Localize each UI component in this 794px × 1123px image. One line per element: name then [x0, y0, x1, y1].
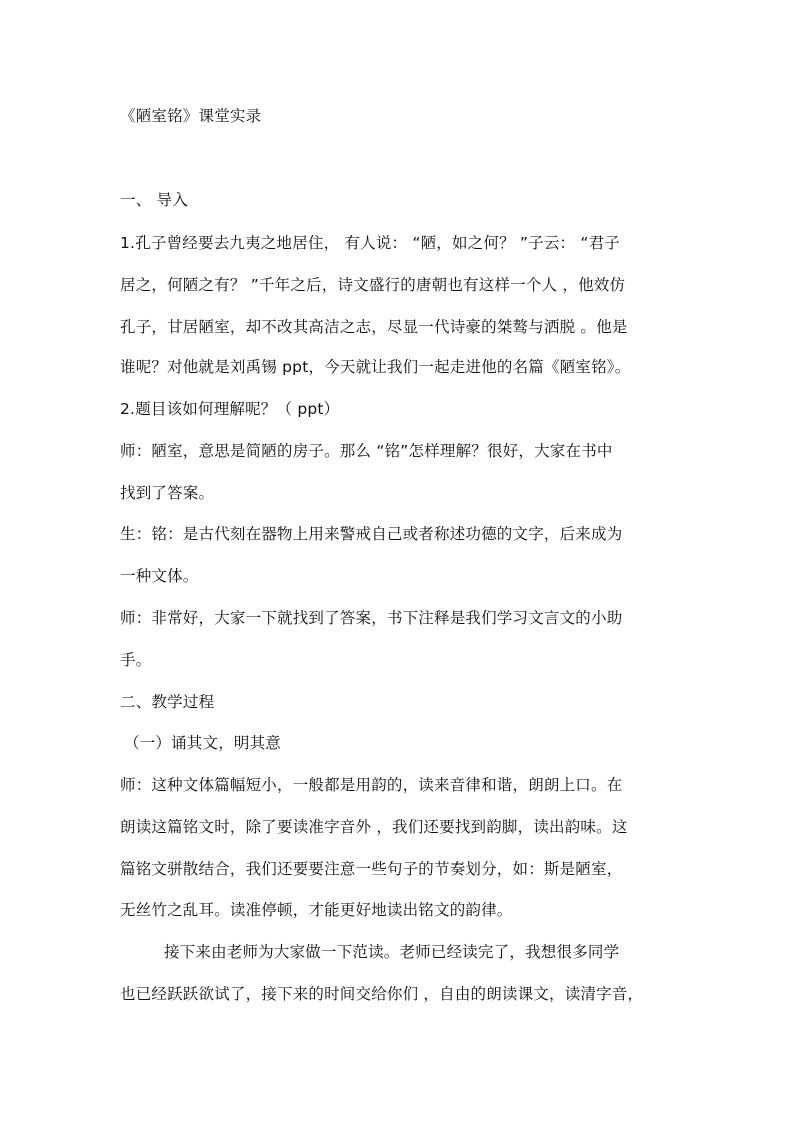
paragraph-line: 孔子，甘居陋室，却不改其高洁之志，尽显一代诗豪的桀骜与洒脱 。他是 — [120, 318, 628, 336]
document-title: 《陋室铭》课堂实录 — [120, 107, 262, 125]
paragraph-line: 手。 — [120, 651, 152, 669]
paragraph-line: 找到了答案。 — [120, 484, 215, 502]
paragraph-line: 朗读这篇铭文时，除了要读准字音外 ，我们还要找到韵脚，读出韵味。这 — [120, 818, 628, 836]
paragraph-line: 接下来由老师为大家做一下范读。老师已经读完了，我想很多同学 — [164, 943, 620, 961]
paragraph-line: 1.孔子曾经要去九夷之地居住， 有人说： “陋，如之何？ ”子云： “君子 — [120, 234, 620, 252]
section-heading-intro: 一、 导入 — [120, 191, 188, 209]
paragraph-line: 无丝竹之乱耳。读准停顿，才能更好地读出铭文的韵律。 — [120, 901, 513, 919]
paragraph-line: 篇铭文骈散结合，我们还要要注意一些句子的节奏划分，如：斯是陋室， — [120, 860, 623, 878]
paragraph-line: 师：陋室，意思是简陋的房子。那么 “铭”怎样理解？很好，大家在书中 — [120, 442, 613, 460]
paragraph-line: 师：这种文体篇幅短小，一般都是用韵的，读来音律和谐，朗朗上口。在 — [120, 776, 623, 794]
paragraph-line: 居之，何陋之有？ ”千年之后，诗文盛行的唐朝也有这样一个人 ，他效仿 — [120, 276, 626, 294]
section-heading-process: 二、教学过程 — [120, 693, 215, 711]
paragraph-line: 也已经跃跃欲试了，接下来的时间交给你们 ，自由的朗读课文，读清字音， — [120, 985, 644, 1003]
paragraph-line: 生：铭：是古代刻在器物上用来警戒自己或者称述功德的文字，后来成为 — [120, 525, 623, 543]
paragraph-line: 谁呢？对他就是刘禹锡 ppt，今天就让我们一起走进他的名篇《陋室铭》。 — [120, 358, 631, 376]
subsection-heading: （一）诵其文，明其意 — [124, 734, 282, 752]
paragraph-line: 一种文体。 — [120, 567, 199, 585]
paragraph-line: 2.题目该如何理解呢？（ ppt） — [120, 400, 340, 418]
paragraph-line: 师：非常好，大家一下就找到了答案，书下注释是我们学习文言文的小助 — [120, 609, 623, 627]
